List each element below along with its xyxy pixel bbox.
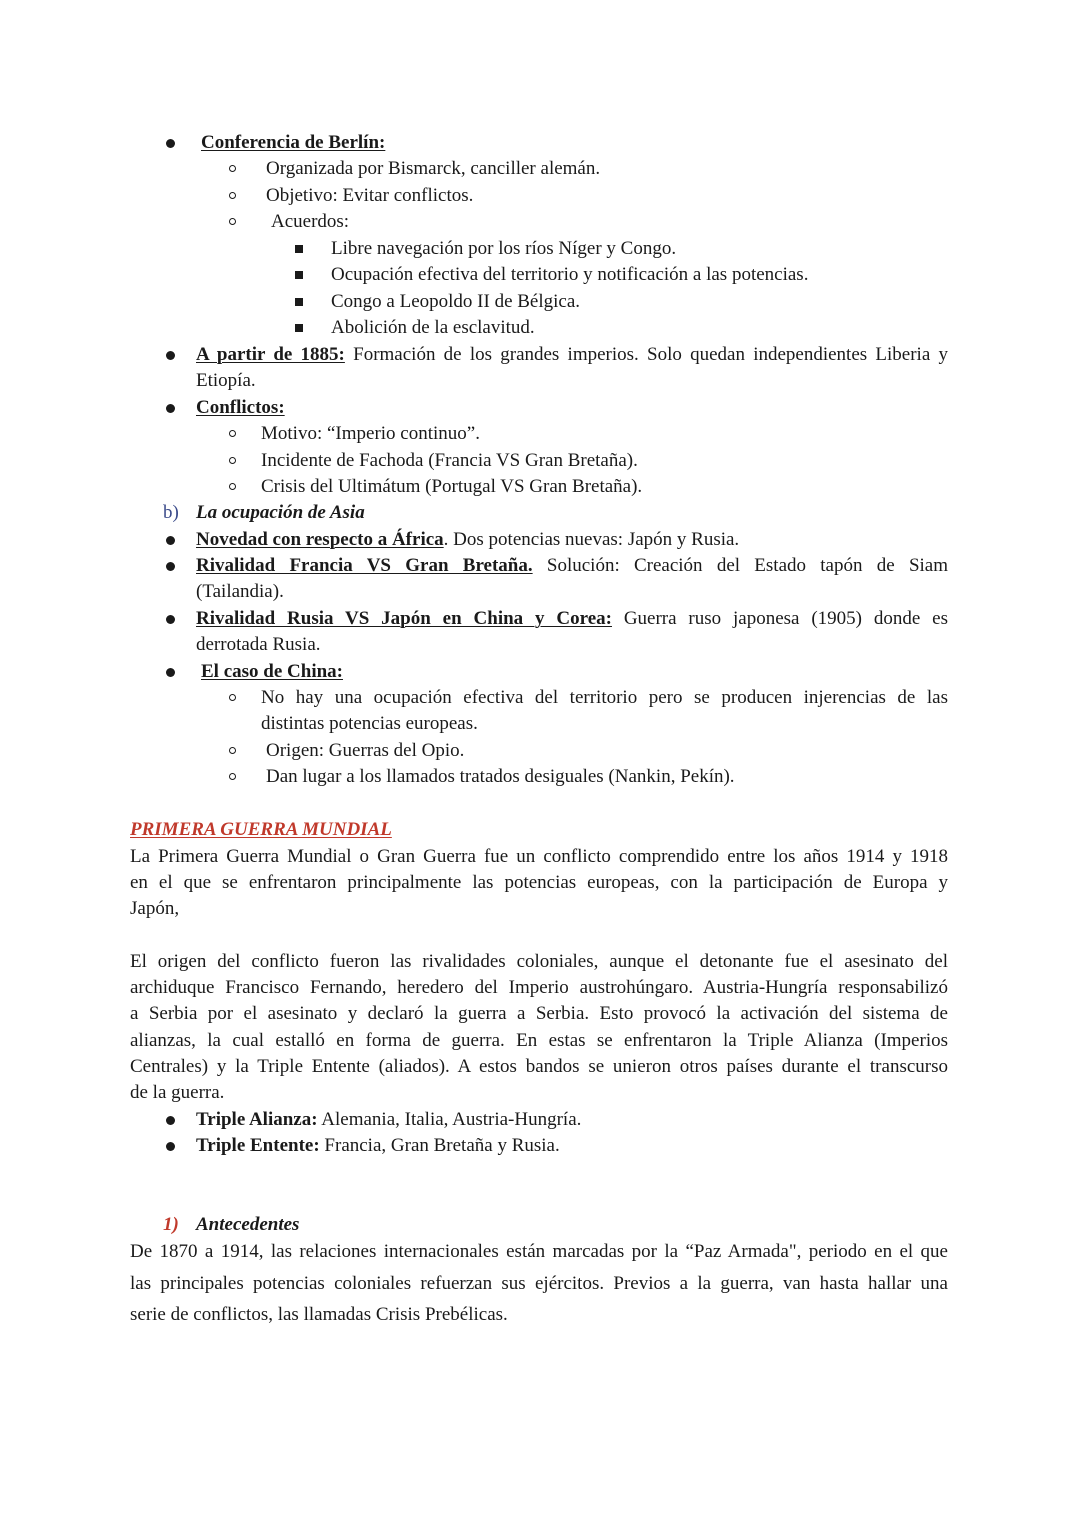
asia-rivalry2-text: Guerra ruso japonesa (1905) donde es xyxy=(611,608,948,629)
circle-bullet-icon xyxy=(229,483,236,490)
conflict-item: Incidente de Fachoda (Francia VS Gran Bretaña). xyxy=(261,450,638,471)
china-item: Origen: Guerras del Opio. xyxy=(266,740,465,761)
antecedentes-line: las principales potencias coloniales refuerzan sus ejércitos. Previos a la guerra, van hasta hallar una xyxy=(130,1273,948,1294)
asia-novelty-label: Novedad con respecto a África xyxy=(196,529,444,550)
triple-alianza-label: Triple Alianza: xyxy=(196,1109,318,1130)
triple-alianza xyxy=(196,1108,581,1132)
asia-title: La ocupación de Asia xyxy=(196,502,365,523)
asia-rivalry1 xyxy=(196,554,948,578)
wwi-paragraph-line: alianzas, la cual estalló en forma de guerra. En estas se enfrentaron la Triple Alianza (Imperios xyxy=(130,1030,948,1051)
post1885-line xyxy=(196,343,948,367)
square-bullet-icon xyxy=(295,245,303,253)
wwi-heading: PRIMERA GUERRA MUNDIAL xyxy=(130,819,392,840)
triple-entente-text: Francia, Gran Bretaña y Rusia. xyxy=(319,1135,560,1156)
asia-novelty-text: . Dos potencias nuevas: Japón y Rusia. xyxy=(443,529,740,550)
wwi-paragraph-line: en el que se enfrentaron principalmente las potencias europeas, con la participación de Europa y xyxy=(130,872,948,893)
conflicts-title: Conflictos: xyxy=(196,397,285,418)
circle-bullet-icon xyxy=(229,694,236,701)
triple-alianza-text: Alemania, Italia, Austria-Hungría. xyxy=(317,1109,582,1130)
circle-bullet-icon xyxy=(229,165,236,172)
circle-bullet-icon xyxy=(229,457,236,464)
berlin-item: Acuerdos: xyxy=(271,211,350,232)
antecedentes-line: serie de conflictos, las llamadas Crisis Prebélicas. xyxy=(130,1304,508,1325)
bullet-icon xyxy=(166,562,175,571)
agreement-item: Ocupación efectiva del territorio y notificación a las potencias. xyxy=(331,264,809,285)
bullet-icon xyxy=(166,1142,175,1151)
bullet-icon xyxy=(166,139,175,148)
asia-marker: b) xyxy=(163,502,179,523)
circle-bullet-icon xyxy=(229,218,236,225)
circle-bullet-icon xyxy=(229,773,236,780)
bullet-icon xyxy=(166,668,175,677)
asia-rivalry2-cont: derrotada Rusia. xyxy=(196,634,321,655)
bullet-icon xyxy=(166,536,175,545)
wwi-paragraph-line: Centrales) y la Triple Entente (aliados). A estos bandos se unieron otros países durante el transcurso xyxy=(130,1056,948,1077)
wwi-paragraph-line: a Serbia por el asesinato y declaró la guerra a Serbia. Esto provocó la activación del sistema de xyxy=(130,1003,948,1024)
antecedentes-line: De 1870 a 1914, las relaciones internacionales están marcadas por la “Paz Armada", periodo en el que xyxy=(130,1241,948,1262)
bullet-icon xyxy=(166,404,175,413)
asia-rivalry2-label: Rivalidad Rusia VS Japón en China y Corea: xyxy=(196,608,612,629)
square-bullet-icon xyxy=(295,324,303,332)
antecedentes-title: Antecedentes xyxy=(196,1214,300,1235)
berlin-item: Objetivo: Evitar conflictos. xyxy=(266,185,474,206)
china-title: El caso de China: xyxy=(201,661,343,682)
bullet-icon xyxy=(166,615,175,624)
post1885-label: A partir de 1885: xyxy=(196,344,345,365)
bullet-icon xyxy=(166,1116,175,1125)
agreement-item: Abolición de la esclavitud. xyxy=(331,317,535,338)
square-bullet-icon xyxy=(295,298,303,306)
circle-bullet-icon xyxy=(229,747,236,754)
asia-rivalry1-label: Rivalidad Francia VS Gran Bretaña. xyxy=(196,555,533,576)
wwi-paragraph-line: de la guerra. xyxy=(130,1082,225,1103)
circle-bullet-icon xyxy=(229,430,236,437)
circle-bullet-icon xyxy=(229,192,236,199)
triple-entente-label: Triple Entente: xyxy=(196,1135,320,1156)
conflict-item: Crisis del Ultimátum (Portugal VS Gran Bretaña). xyxy=(261,476,643,497)
berlin-item: Organizada por Bismarck, canciller alemán. xyxy=(266,158,601,179)
bullet-icon xyxy=(166,351,175,360)
asia-rivalry1-cont: (Tailandia). xyxy=(196,581,284,602)
china-item-cont: distintas potencias europeas. xyxy=(261,713,478,734)
antecedentes-marker: 1) xyxy=(163,1214,179,1235)
conflict-item: Motivo: “Imperio continuo”. xyxy=(261,423,480,444)
china-item: No hay una ocupación efectiva del territorio pero se producen injerencias de las xyxy=(261,687,948,708)
china-item: Dan lugar a los llamados tratados desiguales (Nankin, Pekín). xyxy=(266,766,735,787)
agreement-item: Libre navegación por los ríos Níger y Congo. xyxy=(331,238,677,259)
asia-rivalry2 xyxy=(196,607,948,631)
asia-rivalry1-text: Solución: Creación del Estado tapón de Siam xyxy=(532,555,948,576)
post1885-text-cont: Etiopía. xyxy=(196,370,256,391)
triple-entente xyxy=(196,1134,560,1158)
asia-novelty xyxy=(196,528,739,552)
wwi-paragraph-line: Japón, xyxy=(130,898,180,919)
post1885-text: Formación de los grandes imperios. Solo quedan independientes Liberia y xyxy=(344,344,948,365)
wwi-paragraph-line: El origen del conflicto fueron las rivalidades coloniales, aunque el detonante fue el asesinato del xyxy=(130,951,948,972)
wwi-paragraph-line: archiduque Francisco Fernando, heredero del Imperio austrohúngaro. Austria-Hungría responsabilizó xyxy=(130,977,948,998)
wwi-paragraph-line: La Primera Guerra Mundial o Gran Guerra fue un conflicto comprendido entre los años 1914 y 1918 xyxy=(130,846,948,867)
berlin-title: Conferencia de Berlín: xyxy=(201,132,386,153)
agreement-item: Congo a Leopoldo II de Bélgica. xyxy=(331,291,581,312)
square-bullet-icon xyxy=(295,271,303,279)
